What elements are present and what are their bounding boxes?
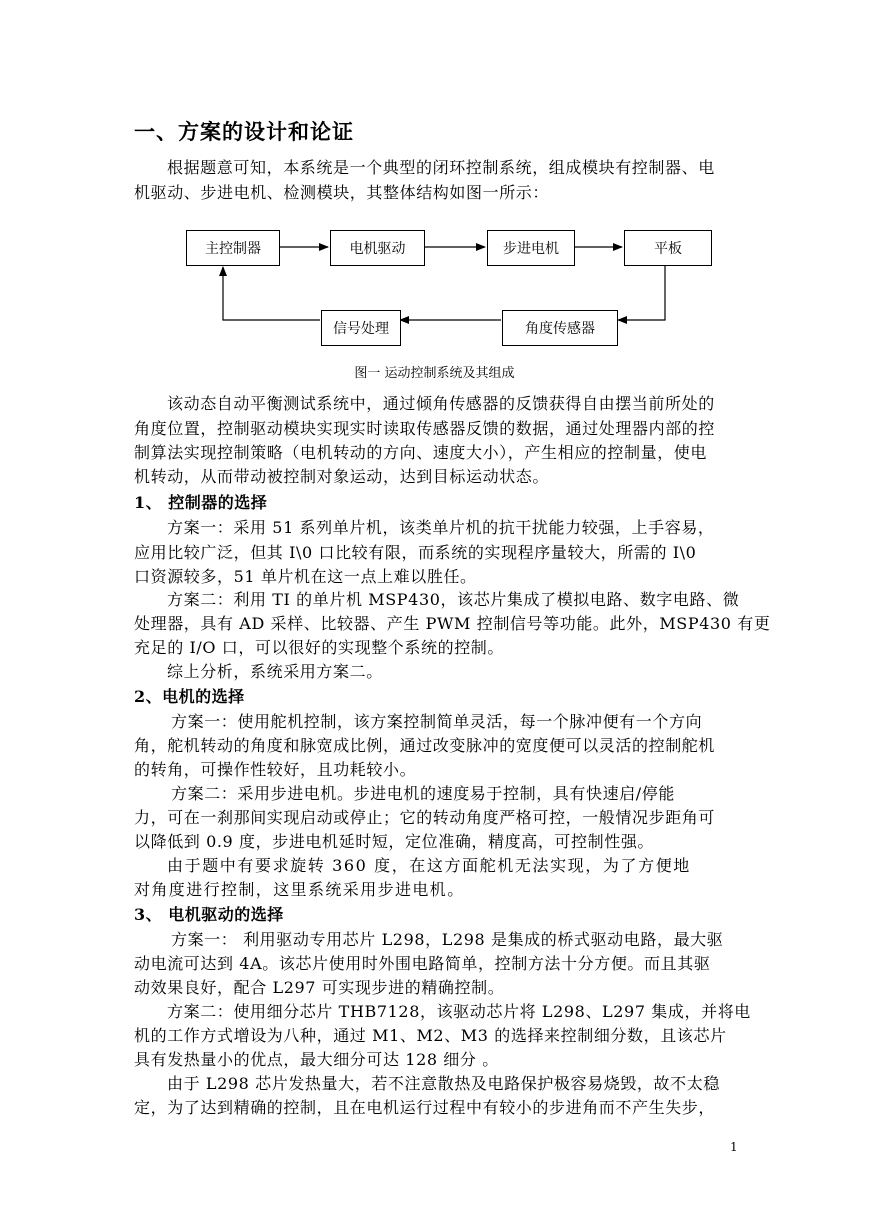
s1-p1-line-2: 应用比较广泛，但其 I\0 口比较有限，而系统的实现程序量较大，所需的 I\0 [134, 543, 697, 562]
s2-p1-line-3: 的转角，可操作性较好，且功耗较小。 [134, 760, 417, 779]
box-motor-driver: 电机驱动 [330, 230, 425, 266]
diagram-arrows [0, 0, 869, 400]
s3-p2-line-3: 具有发热量小的优点，最大细分可达 128 细分 。 [134, 1050, 499, 1069]
s1-conclusion: 综上分析，系统采用方案二。 [167, 662, 383, 681]
s3-heading: 3、 电机驱动的选择 [134, 905, 284, 924]
box-angle-sensor: 角度传感器 [502, 310, 618, 346]
s3-p3-line-1: 由于 L298 芯片发热量大，若不注意散热及电路保护极容易烧毁，故不太稳 [167, 1074, 720, 1093]
s2-p2-line-2: 力，可在一刹那间实现启动或停止；它的转动角度严格可控，一般情况步距角可 [134, 808, 716, 827]
s1-p2-line-1: 方案二：利用 TI 的单片机 MSP430，该芯片集成了模拟电路、数字电路、微 [167, 590, 740, 609]
figure-caption: 图一 运动控制系统及其组成 [354, 366, 515, 381]
s1-heading: 1、 控制器的选择 [134, 493, 268, 512]
page-number: 1 [730, 1140, 738, 1154]
s2-p1-line-2: 角，舵机转动的角度和脉宽成比例，通过改变脉冲的宽度便可以灵活的控制舵机 [134, 736, 716, 755]
box-main-controller: 主控制器 [186, 230, 280, 266]
s2-p2-line-3: 以降低到 0.9 度，步进电机延时短，定位准确，精度高，可控制性强。 [134, 832, 655, 851]
s3-p2-line-1: 方案二：使用细分芯片 THB7128，该驱动芯片将 L298、L297 集成，并将电 [167, 1002, 751, 1021]
box-plate: 平板 [624, 230, 712, 266]
control-system-diagram [0, 0, 869, 400]
s2-p2-line-1: 方案二：采用步进电机。步进电机的速度易于控制，具有快速启/停能 [171, 784, 675, 803]
s3-p3-line-2: 定，为了达到精确的控制，且在电机运行过程中有较小的步进角而不产生失步， [134, 1098, 716, 1117]
s3-p1-line-1: 方案一： 利用驱动专用芯片 L298，L298 是集成的桥式驱动电路，最大驱 [171, 930, 724, 949]
s1-p1-line-3: 口资源较多，51 单片机在这一点上难以胜任。 [134, 567, 477, 586]
arrow-signal-to-controller [223, 267, 320, 320]
s3-p2-line-2: 机的工作方式增设为八种，通过 M1、M2、M3 的选择来控制细分数，且该芯片 [134, 1026, 727, 1045]
s2-heading: 2、电机的选择 [134, 687, 245, 706]
s2-p3-line-1: 由于题中有要求旋转 360 度，在这方面舵机无法实现，为了方便地 [167, 856, 691, 875]
s1-p2-line-2: 处理器，具有 AD 采样、比较器、产生 PWM 控制信号等功能。此外，MSP430 有更 [134, 614, 771, 633]
desc-line-4: 机转动，从而带动被控制对象运动，达到目标运动状态。 [134, 467, 550, 486]
s1-p2-line-3: 充足的 I/O 口，可以很好的实现整个系统的控制。 [134, 638, 505, 657]
s3-p1-line-2: 动电流可达到 4A。该芯片使用时外围电路简单，控制方法十分方便。而且其驱 [134, 954, 711, 973]
desc-line-3: 制算法实现控制策略（电机转动的方向、速度大小），产生相应的控制量，使电 [134, 443, 708, 462]
desc-line-2: 角度位置，控制驱动模块实现实时读取传感器反馈的数据，通过处理器内部的控 [134, 419, 716, 438]
arrow-plate-to-sensor [618, 265, 665, 320]
s3-p1-line-3: 动效果良好，配合 L297 可实现步进的精确控制。 [134, 978, 505, 997]
s2-p3-line-2: 对角度进行控制，这里系统采用步进电机。 [134, 880, 465, 899]
s1-p1-line-1: 方案一：采用 51 系列单片机，该类单片机的抗干扰能力较强，上手容易， [167, 518, 715, 537]
intro-line-2: 机驱动、步进电机、检测模块，其整体结构如图一所示： [134, 183, 550, 202]
box-stepper-motor: 步进电机 [487, 230, 575, 266]
intro-line-1: 根据题意可知，本系统是一个典型的闭环控制系统，组成模块有控制器、电 [167, 158, 715, 177]
desc-line-1: 该动态自动平衡测试系统中，通过倾角传感器的反馈获得自由摆当前所处的 [167, 394, 715, 413]
section-title: 一、方案的设计和论证 [134, 119, 354, 144]
s2-p1-line-1: 方案一：使用舵机控制，该方案控制简单灵活，每一个脉冲便有一个方向 [171, 712, 703, 731]
box-signal-processing: 信号处理 [321, 310, 401, 346]
